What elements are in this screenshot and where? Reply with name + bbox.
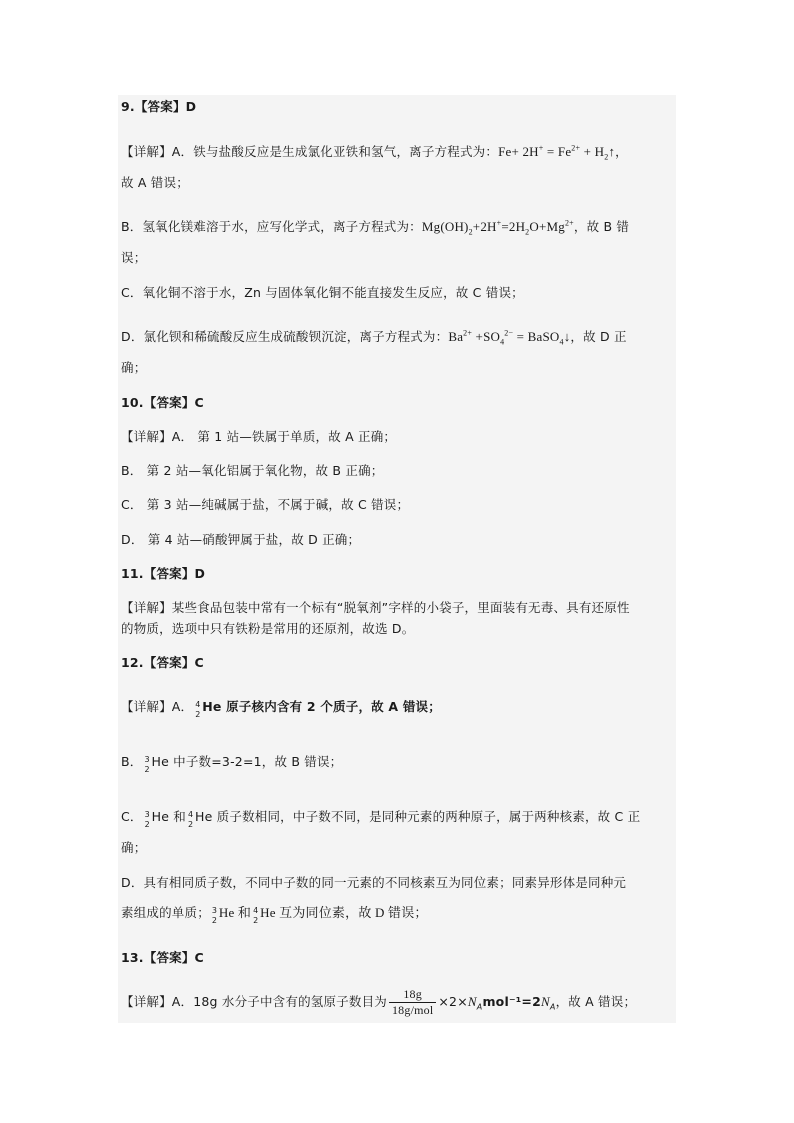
explanation-9-b-cont: 误； <box>121 250 147 265</box>
explanation-10-a: 【详解】A． 第 1 站—铁属于单质，故 A 正确； <box>121 429 397 444</box>
answer-heading-11: 11.【答案】D <box>121 566 206 581</box>
explanation-9-a: 【详解】A．铁与盐酸反应是生成氯化亚铁和氢气，离子方程式为：$Fe+ 2H^+ = Fe^{2+}$ + $H_2↑$， <box>121 143 628 162</box>
isotope-he4: 4 2 <box>253 906 259 925</box>
explanation-12-a: 【详解】A． 4 2 He 原子核内含有 2 个质子，故 A 错误； <box>121 699 441 719</box>
isotope-he3: 3 2 <box>144 810 150 829</box>
explanation-12-b: B． 3 2 He 中子数=3-2=1，故 B 错误； <box>121 754 343 774</box>
explanation-12-c-cont: 确； <box>121 840 147 855</box>
explanation-9-c: C．氧化铜不溶于水，Zn 与固体氧化铜不能直接发生反应，故 C 错误； <box>121 285 524 300</box>
fraction-mass-over-molar-mass: $\frac{18g}{\text{18g/mol}}$ <box>389 987 436 1018</box>
answer-heading-10: 10.【答案】C <box>121 395 204 410</box>
ionic-equation-ba: $Ba^{2+} +SO_4^{2-}$ = BaSO$_4$↓ <box>448 328 571 347</box>
explanation-10-c: C． 第 3 站—纯碱属于盐，不属于碱，故 C 错误； <box>121 497 410 512</box>
explanation-9-d: D．氯化钡和稀硫酸反应生成硫酸钡沉淀，离子方程式为：$Ba^{2+} +SO_4^{2-}$ = BaSO$_4$↓，故 D 正 <box>121 328 627 347</box>
explanation-9-a-cont: 故 A 错误； <box>121 175 189 190</box>
isotope-he4: 4 2 <box>195 700 201 719</box>
explanation-12-c: C． 3 2 He 和 4 2 He 质子数相同，中子数不同，是同种元素的两种原子，属于两种核素，故 C 正 <box>121 809 641 829</box>
ionic-equation-mg: $Mg(OH)_2+2H^+=2H_2O+Mg^{2+}$ <box>421 218 574 237</box>
isotope-he4: 4 2 <box>188 810 194 829</box>
explanation-10-b: B． 第 2 站—氧化铝属于氧化物，故 B 正确； <box>121 463 384 478</box>
ionic-equation-fe: $Fe+ 2H^+ = Fe^{2+}$ + $H_2↑$ <box>498 143 616 162</box>
explanation-13-a: 【详解】A．18g 水分子中含有的氢原子数目为 $\frac{18g}{\text{18g/mol}}$ $\times 2\times N_Amol^{-1}=2N_A$，故 A 错误； <box>121 987 637 1017</box>
answer-heading-9: 9.【答案】D <box>121 99 197 114</box>
answer-heading-12: 12.【答案】C <box>121 655 204 670</box>
answer-heading-13: 13.【答案】C <box>121 950 204 965</box>
isotope-he3: 3 2 <box>211 906 218 925</box>
explanation-12-d: D．具有相同质子数，不同中子数的同一元素的不同核素互为同位素；同素异形体是同种元 <box>121 875 627 890</box>
explanation-11-line2: 的物质，选项中只有铁粉是常用的还原剂，故选 D。 <box>121 621 415 636</box>
explanation-9-d-cont: 确； <box>121 360 147 375</box>
explanation-9-b: B．氢氧化镁难溶于水，应写化学式，离子方程式为：$Mg(OH)_2+2H^+=2H_2O+Mg^{2+}$，故 B 错 <box>121 218 630 237</box>
explanation-12-d-cont: 素组成的单质； 3 2 He 和 4 2 He 互为同位素，故 D 错误； <box>121 905 428 925</box>
explanation-10-d: D． 第 4 站—硝酸钾属于盐，故 D 正确； <box>121 532 361 547</box>
isotope-he3: 3 2 <box>144 755 150 774</box>
explanation-11-line1: 【详解】某些食品包装中常有一个标有“脱氧剂”字样的小袋子，里面装有无毒、具有还原性 <box>121 600 630 615</box>
